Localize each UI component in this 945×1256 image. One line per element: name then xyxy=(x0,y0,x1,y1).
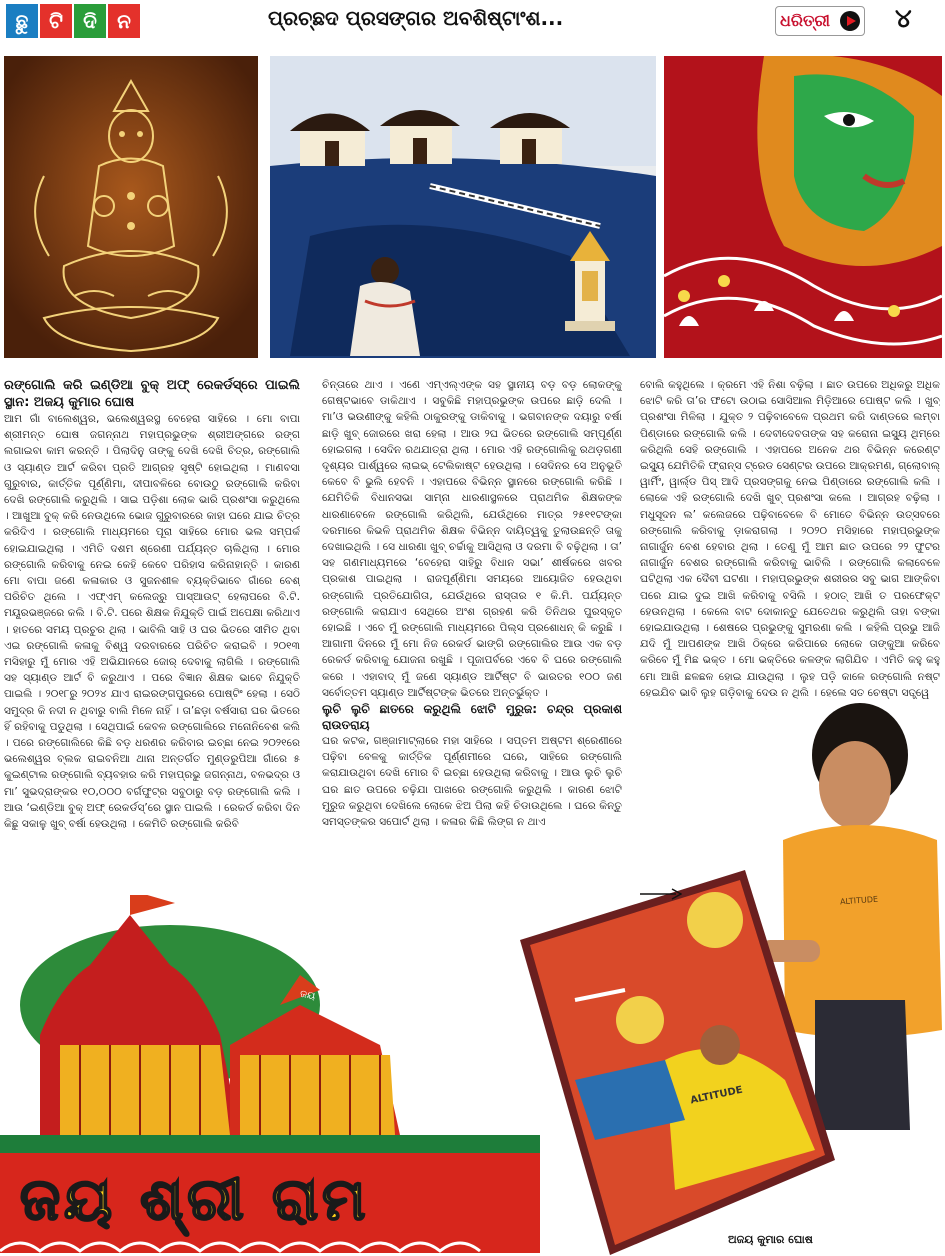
section-logo-letter-3: ଦି xyxy=(74,4,106,38)
arrow-icon xyxy=(640,888,682,900)
section-logo-letter-1: ଛୁ xyxy=(6,4,38,38)
article-text-col3: ବୋଲି କହୁଥିଲେ । କ୍ରମେ ଏହି ନିଶା ବଢ଼ିଲା । ଛାତ ଉପରେ ଅଧିକରୁ ଅଧିକ ଝୋଟି କରି ତା’ର ଫଟୋ ଉଠାଇ ସୋସିଆଲ ମିଡ଼ିଆରେ ପୋଷ୍ଟ କଲି । ଖୁବ୍ ପ୍ରଶଂସା ମିଳିଲା । ଯୁକ୍ତ ୨ ପଢ଼ିବାବେଳେ ପ୍ରଥମ କରି ଦାଣ୍ଡରେ ଲମ୍ବା ପିଣ୍ଡାରେ ରଙ୍ଗୋଲି କଲି । ଦେବୀଦେବତାଙ୍କ ସହ କରୋନା ଇସ୍ୟୁ ଥିମ୍‌ରେ କରିଥିଲି ସେହି ରଙ୍ଗୋଲି । ଏହାପରେ ଅନେକ ଥର ବିଭିନ୍ନ କରେଣ୍ଟ ଇସ୍ୟୁ ଯେମିତିକି ଫ୍ରାନ୍ସ ଟ୍ରେଡ ସେଣ୍ଟର ଉପରେ ଆକ୍ରମଣ, ଗ୍ଲୋବାଲ୍ ୱାର୍ମିଂ, ୱାର୍ଲ୍ଡ ପିସ୍ ଆଦି ପ୍ରସଙ୍ଗକୁ ନେଇ ପିଣ୍ଡାରେ ରଙ୍ଗୋଲି କଲି । ଲୋକେ ଏହି ରଙ୍ଗୋଲି ଦେଖି ଖୁବ୍ ପ୍ରଶଂସା କଲେ । ଆଗ୍ରହ ବଢ଼ିଲା । ମଧୁସୂଦନ ଲ’ କଲେଜରେ ପଢ଼ିବାବେଳେ ବି ମୋତେ ବିଭିନ୍ନ ଉତ୍ସବରେ ରଙ୍ଗୋଲି କରିବାକୁ ଡ଼ାକରାଗଲା । ୨୦୨୦ ମସିହାରେ ମହାପ୍ରଭୁଙ୍କ ନାଗାର୍ଜୁନ ବେଶ ହେବାର ଥିଲା । ତେଣୁ ମୁଁ ଆମ ଛାତ ଉପରେ ୨୨ ଫୁଟର ନାଗାର୍ଜୁନ ବେଶର ରଙ୍ଗୋଲି କରିବାକୁ ଭାବିଲି । ରଙ୍ଗୋଲି କଲାବେଳେ ଘଟିଥିଲା ଏକ ଦୈବୀ ଘଟଣା । ମହାପ୍ରଭୁଙ୍କ ଶରୀରର ସବୁ ଭାଗ ଆଙ୍କିବା ପରେ ଯାଇ ଦୁଇ ଆଖି କରିବାକୁ ବସିଲି । ହଠାତ୍ ଆଖି ତ ପରଫେକ୍ଟ ହେଉନଥିଲା । କେଲେ ବାଟ ଦୋକାନ୍ତୁ ଯେତେଥର କରୁଥିଲି ତାହା ବଙ୍କା ହୋଇଯାଉଥିଲା । ଶେଷରେ ପ୍ରଭୁଙ୍କୁ ସୁମରଣା କଲି । କହିଲି ପ୍ରଭୁ ଆଜି ଯଦି ମୁଁ ଆପଣଙ୍କ ଆଖି ଠିକ୍‌ରେ କରିପାରେ ଲୋକେ ତାଙ୍କୁଆ କରିବେ କରିବେ ମୁଁ ମିଛ ଭକ୍ତ । ମୋ ଭକ୍ତିରେ କଳଙ୍କ ଲାଗିଯିବ । ଏମିତି କହୁ କହୁ ମୋ ଆଖି ଛଳଛଳ ହୋଇ ଯାଉଥିଲା । ଲୁହ ପଡ଼ି କାଳେ ରଙ୍ଗୋଲି ନଷ୍ଟ ହେଇଯିବ ଭାବି ଲୁହ ଗଡ଼ିବାକୁ ଦେଉ ନ ଥିଲି । ହେଲେ ସତ ଚେଷ୍ଟା ସତ୍ତ୍ୱେ xyxy=(640,379,940,699)
page-header xyxy=(0,0,945,44)
shirt-logo-text: ALTITUDE xyxy=(839,894,879,907)
brand-name: ଧରିତ୍ରୀ xyxy=(780,11,830,30)
painting-shirt-text: ALTITUDE xyxy=(689,1084,744,1107)
article-text-col2: ଚିନ୍ତାରେ ଥାଏ । ଏଣେ ଏମ୍‌ଏଲ୍‌ଏଙ୍କ ସହ ସ୍ଥାନୀୟ ବଡ଼ ବଡ଼ ଲୋକଙ୍କୁ ଗେଷ୍ଟଭାବେ ଡାକିଥାଏ । ସବୁକିଛି ମହାପ୍ରଭୁଙ୍କ ଉପରେ ଛାଡ଼ି ଦେଲି । ମା’ଓ ଭଉଣୀଙ୍କୁ କହିଲି ଠାକୁରଙ୍କୁ ଡାକିବାକୁ । ଭଗବାନଙ୍କ ଦୟାରୁ ବର୍ଷା ଛାଡ଼ି ଖୁବ୍ ଜୋରରେ ଖରା ହେଲା । ଆଉ ୨ଘ ଭିତରେ ରଙ୍ଗୋଲି ସମ୍ପୂର୍ଣ୍ଣ ହୋଇଗଲା । ସେଦିନ ରଥଯାତ୍ରା ଥିଲା । ମୋର ଏହି ରଙ୍ଗୋଲିକୁ ରଥଡ଼ଗଣୀ ଦୃଶ୍ୟର ପାର୍ଶ୍ୱରେ ଲାଇଭ୍ ଟେଲିକାଷ୍ଟ ହେଉଥିଲା । ସେଦିନର ସେ ଅନୁଭୂତି କେବେ ବି ଭୁଲି ହେବନି । ଏହାପରେ ବିଭିନ୍ନ ସ୍ଥାନରେ ରଙ୍ଗୋଲି କରିଛି । ଯେମିତିକି ବିଧାନସଭା ସାମ୍ନା ଧାରଣାସ୍ଥଳରେ ପ୍ରାଥମିକ ଶିକ୍ଷକଙ୍କ ଧାରଣାବେଳେ ରଙ୍ଗୋଲି କରିଥିଲି, ଯେଉଁଥିରେ ମାତ୍ର ୨୫୧୧ଟଙ୍କା ଦରମାରେ କିଭଳି ପ୍ରାଥମିକ ଶିକ୍ଷକ ବିଭିନ୍ନ ଦାୟିତ୍ୱକୁ ତୁଲାଉଛନ୍ତି ତାକୁ ଦେଖାଇଥିଲି । ସେ ଧାରଣା ଖୁବ୍ ଚର୍ଚ୍ଚାକୁ ଆସିଥିଲା ଓ ଦରମା ବି ବଢ଼ିଥିଲା । ତା’ ସହ ଗଣମାଧ୍ୟମରେ ‘ବେହେରା ସାହିରୁ ବିଧାନ ସଭା’ ଶୀର୍ଷକରେ ଖବର ପ୍ରକାଶ ପାଇଥିଲା । ରାଜପୂର୍ଣ୍ଣିମା ସମୟରେ ଆୟୋଜିତ ହେଉଥିବା ରଙ୍ଗୋଲି ପ୍ରତିଯୋଗିତା, ଯେଉଁଥିରେ ରାସ୍ତାର ୧ କି.ମି. ପର୍ଯ୍ୟନ୍ତ ରଙ୍ଗୋଲି କରାଯାଏ ସେଥିରେ ଅଂଶ ଗ୍ରହଣ କରି ତିନିଥର ପୁରସ୍କୃତ ହୋଇଛି । ଏବେ ମୁଁ ରଙ୍ଗୋଲି ମାଧ୍ୟମରେ ପିଲ୍ସ ପ୍ରଶୋଧନ୍ କି କରୁଛି । ଆଗାମୀ ଦିନରେ ମୁଁ ମୋ ନିଜ ରେକର୍ଡ ଭାଙ୍ଗି ରଙ୍ଗୋଲିର ଆଉ ଏକ ବଡ଼ ରେକର୍ଡ କରିବାକୁ ଯୋଜନା ରଖୁଛି । ପୂଜାପର୍ବରେ ଏବେ ବି ଘରେ ରଙ୍ଗୋଲି କରେ । ଏହାବାଦ୍ ମୁଁ ଜଣେ ସ୍ୟାଣ୍ଡ ଆର୍ଟିଷ୍ଟ ବି ଭାରତର ୧୦୦ ଜଣ ସର୍ବୋତ୍ତମ ସ୍ୟାଣ୍ଡ ଆର୍ଟିଷ୍ଟଙ୍କ ଭିତରେ ଅନ୍ତର୍ଭୁକ୍ତ । xyxy=(322,379,622,699)
article-text-col2b: ଘର କଟକ, ଗଞ୍ଜାମାଟ୍ଲାରେ ମହା ସାହିରେ । ସପ୍ତମ ଅଷ୍ଟମ ଶ୍ରେଣୀରେ ପଢ଼ିବା ବେଳକୁ କାର୍ତ୍ତିକ ପୂର୍ଣ୍ଣମୀରେ ଘରେ, ସାହିରେ ରଙ୍ଗୋଲି କରାଯାଉଥିବା ଦେଖି ମୋର ବି ଇଚ୍ଛା ହେଉଥିଲା କରିବାକୁ । ଆଉ ଲୁଚି ଲୁଚି ଘର ଛାତ ଉପରେ ଚଢ଼ିଯା ପାଖରେ ରଙ୍ଗୋଲି କରୁଥିଲି । କାରଣ ଝୋଟି ମୁରୁଜ କରୁଥିବା ଦେଖିଲେ ଲୋକେ ଝିଅ ପିଲା କହି ଚିଡାଉଥିଲେ । ଘରେ କିନ୍ତୁ ସମସ୍ତଙ୍କର ସପୋର୍ଟ ଥିଲା । କଳାର କିଛି ଲିଙ୍ଗ ନ ଥାଏ xyxy=(322,735,622,829)
flag-text-1: ଜୟ xyxy=(179,903,198,920)
page-number: ୪ xyxy=(895,4,912,34)
page-title: ପ୍ରଚ୍ଛଦ ପ୍ରସଙ୍ଗର ଅବଶିଷ୍ଟାଂଶ... xyxy=(268,6,564,30)
play-icon xyxy=(840,11,860,31)
flag-text-2: ଜୟ xyxy=(299,988,317,1003)
article-text-col1: ଆମ ଗାଁ ବାଲେଶ୍ୱର, ଭଲେଶ୍ୱରସ୍ଥ ବେହେରା ସାହିରେ । ମୋ ବାପା ଶ୍ରୀମନ୍ତ ଘୋଷ ଜଗନ୍ନାଥ ମହାପ୍ରଭୁଙ୍କ ଶ୍ରୀଅଙ୍ଗରେ ରଙ୍ଗ ଲଗାଇବା କାମ କରନ୍ତି । ପିଲାଦିନୁ ତାଙ୍କୁ ଦେଖି ଦେଖି ଚିତ୍ର, ରଙ୍ଗୋଲି ଓ ସ୍ୟାଣ୍ଡ ଆର୍ଟ କରିବା ପ୍ରତି ଆଗ୍ରହ ସୃଷ୍ଟି ହୋଇଥିଲା । ମାଣବସା ଗୁରୁବାର, କାର୍ତ୍ତିକ ପୂର୍ଣ୍ଣିମା, ଦୀପାବଳିରେ ବୋଉଠୁ ରଙ୍ଗୋଲି କରିବା ଦେଖି ରଙ୍ଗୋଲି କରୁଥିଲି । ସାଇ ପଡ଼ିଶା ଲୋକ ଭାରି ପ୍ରଶଂସା କରୁଥିଲେ । ଆଖୁଆ ବୁକ୍ କରି ନେଉଥିଲେ ଭୋଜ ଗୁରୁବାରରେ କାହା ଘରେ ଯାଇ ଚିତ୍ର କରିଦିଏ । ରଙ୍ଗୋଲି ମାଧ୍ୟମରେ ପୂରା ସାହିରେ ମୋର ଭଲ ସମ୍ପର୍କ ହୋଇଯାଇଥିଲା । ଏମିତି ଦଶମ ଶ୍ରେଣୀ ପର୍ଯ୍ୟନ୍ତ ଚାଲିଥିଲା । ମୋର ରଙ୍ଗୋଲି କରିବାକୁ ନେଇ କେହି କେବେ ପରିହାସ କରିନାହାନ୍ତି । କାରଣ ମୋ ବାପା ଜଣେ କଳାକାର ଓ ସୁଜନଶୀଳ ବ୍ୟକ୍ତିଭାବେ ଗାଁରେ ବେଶ୍ ପରିଚିତ ଥିଲେ । ଏଫ୍‌ଏମ୍ କଲେଜ୍‌ରୁ ପାସ୍‌ଆଉଟ୍ ହେଲାପରେ ବି.ଟି. ମୟୂରଭଞ୍ଜରେ କଲି । ବି.ଟି. ପରେ ଶିକ୍ଷକ ନିଯୁକ୍ତି ପାଇଁ ଅପେକ୍ଷା କରିଥାଏ । ହାତରେ ସମୟ ପ୍ରଚୁର ଥିଲା । ଭାବିଲି ସାହି ଓ ଘର ଭିତରେ ସୀମିତ ଥିବା ଏଇ ରଙ୍ଗୋଲି କଳାକୁ ବିଶ୍ୱ ଦରବାରରେ ପରିଚିତ କରାଇବି । ୨୦୧୩ ମସିହାରୁ ମୁଁ ମୋର ଏହି ଅଭିଯାନରେ ଜୋର୍ ଦେବାକୁ ଲାଗିଲି । ରଙ୍ଗୋଲି ସହ ସ୍ୟାଣ୍ଡ ଆର୍ଟ ବି କରୁଥାଏ । ପରେ ବିଜ୍ଞାନ ଶିକ୍ଷକ ଭାବେ ନିଯୁକ୍ତି ପାଇଲି । ୨୦୧୮ରୁ ୨୦୨୪ ଯାଏ ରାଇରଙ୍ଗପୁରରେ ପୋଷ୍ଟିଂ ହେଲା । ସେଠି ସମୁଦ୍ର କି ନଦୀ ନ ଥିବାରୁ ବାଲି ମିଳେ ନାହିଁ । ତା’ଛଡ଼ା ବର୍ଷସାରା ଘର ଭିତରେ ହିଁ ରହିବାକୁ ପଡୁଥିଲା । ସେଥିପାଇଁ କେବଳ ରଙ୍ଗୋଲିରେ ମନୋନିବେଶ କଲି । ପରେ ରଙ୍ଗୋଲିରେ କିଛି ବଡ଼ ଧରଣର କରିବାର ଇଚ୍ଛା ନେଇ ୨୦୨୧ରେ ଭଲେଶ୍ୱର ବ୍ଲକ ରାଇବନିଆ ଥାନା ଅନ୍ତର୍ଗତ ମୁଣ୍ଡରୁପିଆ ଗାଁରେ ୫ କୁଇଣ୍ଟାଲ ରଙ୍ଗୋଲି ବ୍ୟବହାର କରି ମହାପ୍ରଭୁ ଜଗନ୍ନାଥ, ବଳଭଦ୍ର ଓ ମା’ ସୁଭଦ୍ରାଙ୍କର ୧୦,୦୦୦ ବର୍ଗଫୁଟ୍‌ର ସବୁଠାରୁ ବଡ଼ ରଙ୍ଗୋଲି କଲି । ଆଉ ‘ଇଣ୍ଡିଆ ବୁକ୍ ଅଫ୍ ରେକର୍ଡସ୍’ରେ ସ୍ଥାନ ପାଇଲି । ରେକର୍ଡ କରିବା ଦିନ କିଛୁ ସକାଳୁ ଖୁବ୍ ବର୍ଷା ହେଉଥିଲା । କେମିତି ରଙ୍ଗୋଲି କରିବି xyxy=(4,413,300,831)
rangoli-photo-deity xyxy=(4,56,258,358)
rangoli-photo-goddess xyxy=(664,56,942,358)
newspaper-brand xyxy=(775,6,865,36)
article-column-1 xyxy=(4,377,300,892)
section-logo-letter-2: ଟି xyxy=(40,4,72,38)
rangoli-jai-shri-ram-text: ଜୟ ଶ୍ରୀ ରାମ xyxy=(20,1165,370,1233)
article-headline: ରଙ୍ଗୋଲି କରି ଇଣ୍ଡିଆ ବୁକ୍ ଅଫ୍ ରେକର୍ଡସ୍‌ରେ ପାଇଲି ସ୍ଥାନ: ଅଜୟ କୁମାର ଘୋଷ xyxy=(4,378,300,410)
photo-caption: ଅଜୟ କୁମାର ଘୋଷ xyxy=(720,1232,821,1248)
article-subheadline: ଲୁଚି ଲୁଚି ଛାତରେ କରୁଥିଲି ଝୋଟି ମୁରୁଜ: ଚନ୍ଦ୍ର ପ୍ରକାଶ ରାଉତରାୟ xyxy=(322,702,622,733)
rangoli-photo-village xyxy=(270,56,656,358)
section-logo-letter-4: ନ xyxy=(108,4,140,38)
